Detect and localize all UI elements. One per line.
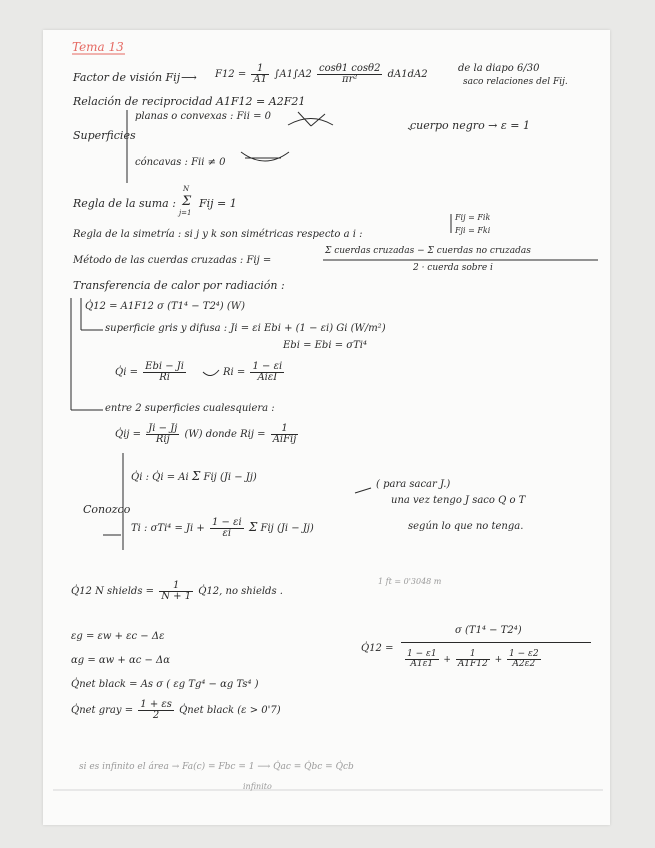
q12b-bar bbox=[401, 642, 591, 643]
simetria-2: Fji = Fki bbox=[455, 226, 491, 235]
cuerpo-negro: cuerpo negro → ε = 1 bbox=[410, 119, 531, 132]
factor-coef: $\frac{1}{A1}$ bbox=[253, 63, 268, 85]
cuerdas-label: Método de las cuerdas cruzadas : Fij = bbox=[73, 255, 272, 266]
conozco-ti: Ti : σTi⁴ = Ji + $\frac{1 - \varepsilon i}{\varepsilon i}$ Σ Fij (Ji − Jj) bbox=[131, 517, 314, 539]
factor-note-2: saco relaciones del Fij. bbox=[463, 77, 568, 87]
suma-sigma: Σ bbox=[182, 194, 192, 209]
planas: planas o convexas : Fii = 0 bbox=[135, 111, 271, 122]
suma-expr: Fij = 1 bbox=[199, 197, 237, 210]
shields-formula: Q̇12 N shields = $\frac{1}{N + 1}$ Q̇12, no shields . bbox=[71, 580, 283, 602]
cuerdas-numerator: Σ cuerdas cruzadas − Σ cuerdas no cruzadas bbox=[325, 246, 531, 256]
infinito-note: si es infinito el área → Fa(c) = Fbc = 1 ⟶ Q̇ac = Q̇bc = Q̇cb bbox=[79, 762, 354, 772]
conozco-label: Conozco bbox=[83, 503, 131, 516]
qnet-black: Q̇net black = As σ ( εg Tg⁴ − αg Ts⁴ ) bbox=[71, 679, 259, 690]
simetria-1: Fij = Fik bbox=[455, 213, 491, 222]
factor-tail: dA1dA2 bbox=[387, 69, 428, 80]
para-sacar: ( para sacar J.) bbox=[376, 479, 451, 490]
factor-formula bbox=[215, 64, 428, 85]
eg-formula: εg = εw + εc − Δε bbox=[71, 631, 165, 642]
factor-lhs: F12 = bbox=[215, 69, 247, 80]
q12-formula: Q̇12 = A1F12 σ (T1⁴ − T2⁴) (W) bbox=[85, 301, 245, 312]
q12b-numerator: σ (T1⁴ − T2⁴) bbox=[455, 625, 522, 636]
arrow-icon: ⟶ bbox=[181, 71, 197, 84]
factor-note-1: de la diapo 6/30 bbox=[458, 63, 540, 74]
q12b-denominator: $\frac{1 - \varepsilon 1}{A1\varepsilon 1}$ + $\frac{1}{A1F12}$ + $\frac{1 - \varepsilon 2}{A2\varepsilon 2}$ bbox=[407, 649, 539, 669]
notebook-page bbox=[43, 30, 610, 825]
suma-top: N bbox=[183, 185, 190, 193]
factor-integral: ∫A1∫A2 bbox=[274, 69, 312, 80]
ebi: Ebi = Ebi = σTi⁴ bbox=[283, 340, 367, 351]
suma-label: Regla de la suma : bbox=[73, 197, 176, 210]
una-vez: una vez tengo J saco Q o T bbox=[391, 495, 526, 506]
reciprocidad: Relación de reciprocidad A1F12 = A2F21 bbox=[73, 95, 306, 108]
ri-formula: Ri = $\frac{1 - \varepsilon i}{\text{AiεI}}$ bbox=[223, 361, 283, 383]
segun: según lo que no tenga. bbox=[408, 521, 524, 532]
concavas: cóncavas : Fii ≠ 0 bbox=[135, 157, 226, 168]
q12b-lhs: Q̇12 = bbox=[361, 643, 394, 654]
qnet-gray: Q̇net gray = $\frac{1 + \varepsilon s}{2}$ Q̇net black (ε > 0'7) bbox=[71, 699, 281, 721]
gris-difusa: superficie gris y difusa : Ji = εi Ebi + (1 − εi) Gi (W/m²) bbox=[105, 323, 386, 334]
factor-fraction: $\frac{\cos\theta 1 \cos\theta 2}{\text{πr²}}$ bbox=[318, 63, 381, 85]
cuerdas-denominator: 2 · cuerda sobre i bbox=[413, 263, 493, 273]
qi-formula: Q̇i = $\frac{\text{Ebi − Ji}}{Ri}$ bbox=[115, 361, 184, 383]
ft-conversion: 1 ft = 0'3048 m bbox=[378, 577, 442, 586]
qij-formula: Q̇ij = $\frac{Ji - Jj}{\text{Rij}}$ (W) donde Rij = $\frac{1}{\text{AiFij}}$ bbox=[115, 423, 297, 445]
entre-superficies: entre 2 superficies cualesquiera : bbox=[105, 403, 275, 414]
factor-label: Factor de visión Fij bbox=[73, 71, 181, 84]
superficies-label: Superficies bbox=[73, 129, 136, 142]
simetria: Regla de la simetría : si j y k son simétricas respecto a i : bbox=[73, 229, 363, 240]
suma-bottom: j=1 bbox=[179, 209, 192, 217]
page-title: Tema 13 bbox=[72, 40, 124, 54]
transferencia: Transferencia de calor por radiación : bbox=[73, 279, 285, 292]
infinito-sub: infinito bbox=[243, 782, 272, 791]
ag-formula: αg = αw + αc − Δα bbox=[71, 655, 171, 666]
conozco-qi: Q̇i : Q̇i = Ai Σ Fij (Ji − Jj) bbox=[131, 469, 257, 483]
